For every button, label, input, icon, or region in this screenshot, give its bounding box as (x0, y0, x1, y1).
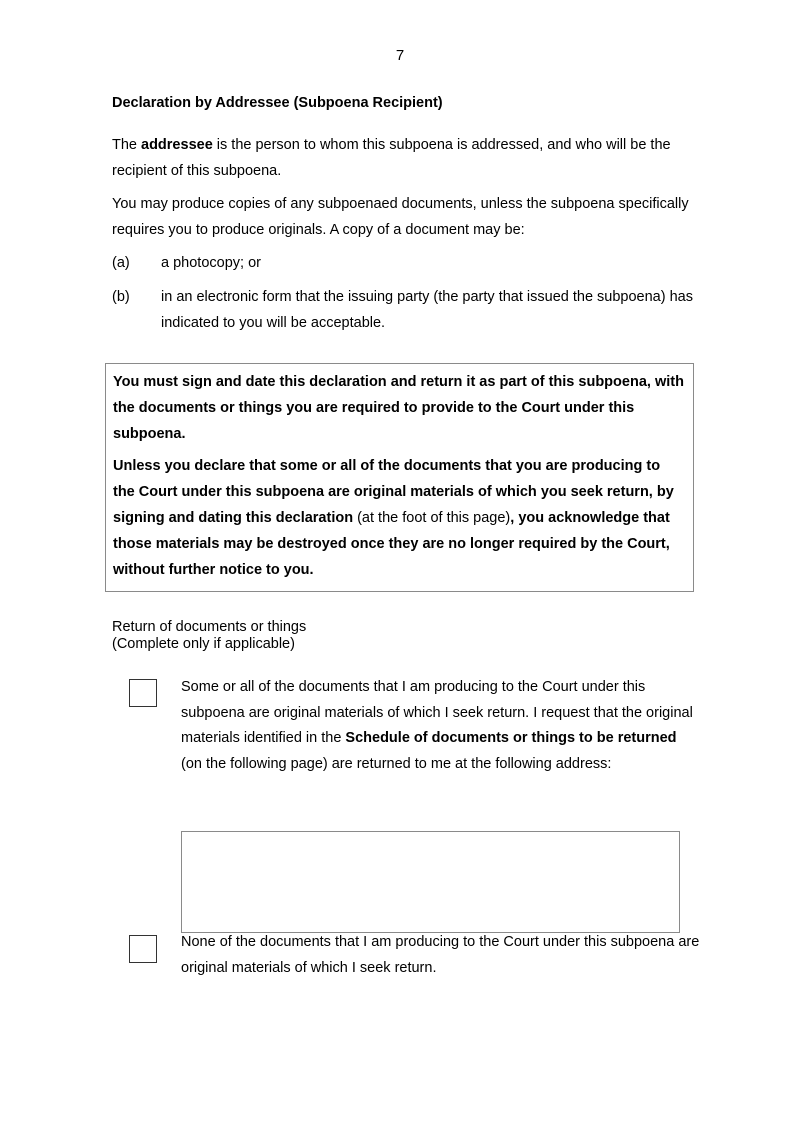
list-text: in an electronic form that the issuing party (the party that issued the subpoena) has indicated to you will be acceptable. (161, 289, 693, 331)
intro-text-2: is the person to whom this subpoena is addressed, and who will be the recipient of this subpoena. (112, 137, 671, 179)
notice-paragraph-1: You must sign and date this declaration and return it as part of this subpoena, with the documents or things you are required to provide to the Court under this subpoena. (113, 374, 684, 442)
return-section-title: Return of documents or things (112, 619, 307, 635)
notice-bold-1: Unless you declare that some or all of the documents that you are producing to the Court under this subpoena are original materials of which you seek return, by signing and dating this declaration (113, 458, 674, 526)
intro-bold-term: addressee (141, 137, 213, 153)
option1-text-2: (on the following page) are returned to me at the following address: (181, 755, 612, 772)
notice-normal: (at the foot of this page) (353, 509, 511, 526)
list-item-a (112, 251, 697, 277)
no-return-checkbox[interactable] (129, 935, 157, 963)
notice-paragraph-2 (113, 454, 685, 583)
return-section-heading (112, 619, 306, 653)
notice-bold-2: , you acknowledge that those materials may be destroyed once they are no longer required by the Court, without further notice to you. (113, 509, 670, 578)
list-text: a photocopy; or (161, 255, 261, 271)
notice-box (105, 363, 694, 592)
no-return-option-text: None of the documents that I am producing to the Court under this subpoena are original materials of which I seek return. (181, 934, 700, 976)
seek-return-option-text (181, 675, 701, 777)
list-label: (b) (112, 289, 130, 305)
list-item-b (112, 285, 697, 336)
intro-text-1: The (112, 137, 142, 153)
intro-paragraph (112, 133, 697, 184)
page-title: Declaration by Addressee (Subpoena Recipient) (112, 95, 443, 111)
option1-text-1: Some or all of the documents that I am producing to the Court under this subpoena are original materials of which I seek return. I request that the original materials identified in the (181, 679, 693, 746)
copies-paragraph: You may produce copies of any subpoenaed documents, unless the subpoena specifically requires you to produce originals. A copy of a document may be: (112, 196, 689, 238)
option1-bold: Schedule of documents or things to be returned (345, 730, 677, 746)
seek-return-checkbox[interactable] (129, 679, 157, 707)
page-number: 7 (395, 47, 405, 64)
list-label: (a) (112, 255, 130, 271)
return-section-subtitle: (Complete only if applicable) (112, 636, 295, 652)
return-address-field[interactable] (181, 831, 680, 933)
